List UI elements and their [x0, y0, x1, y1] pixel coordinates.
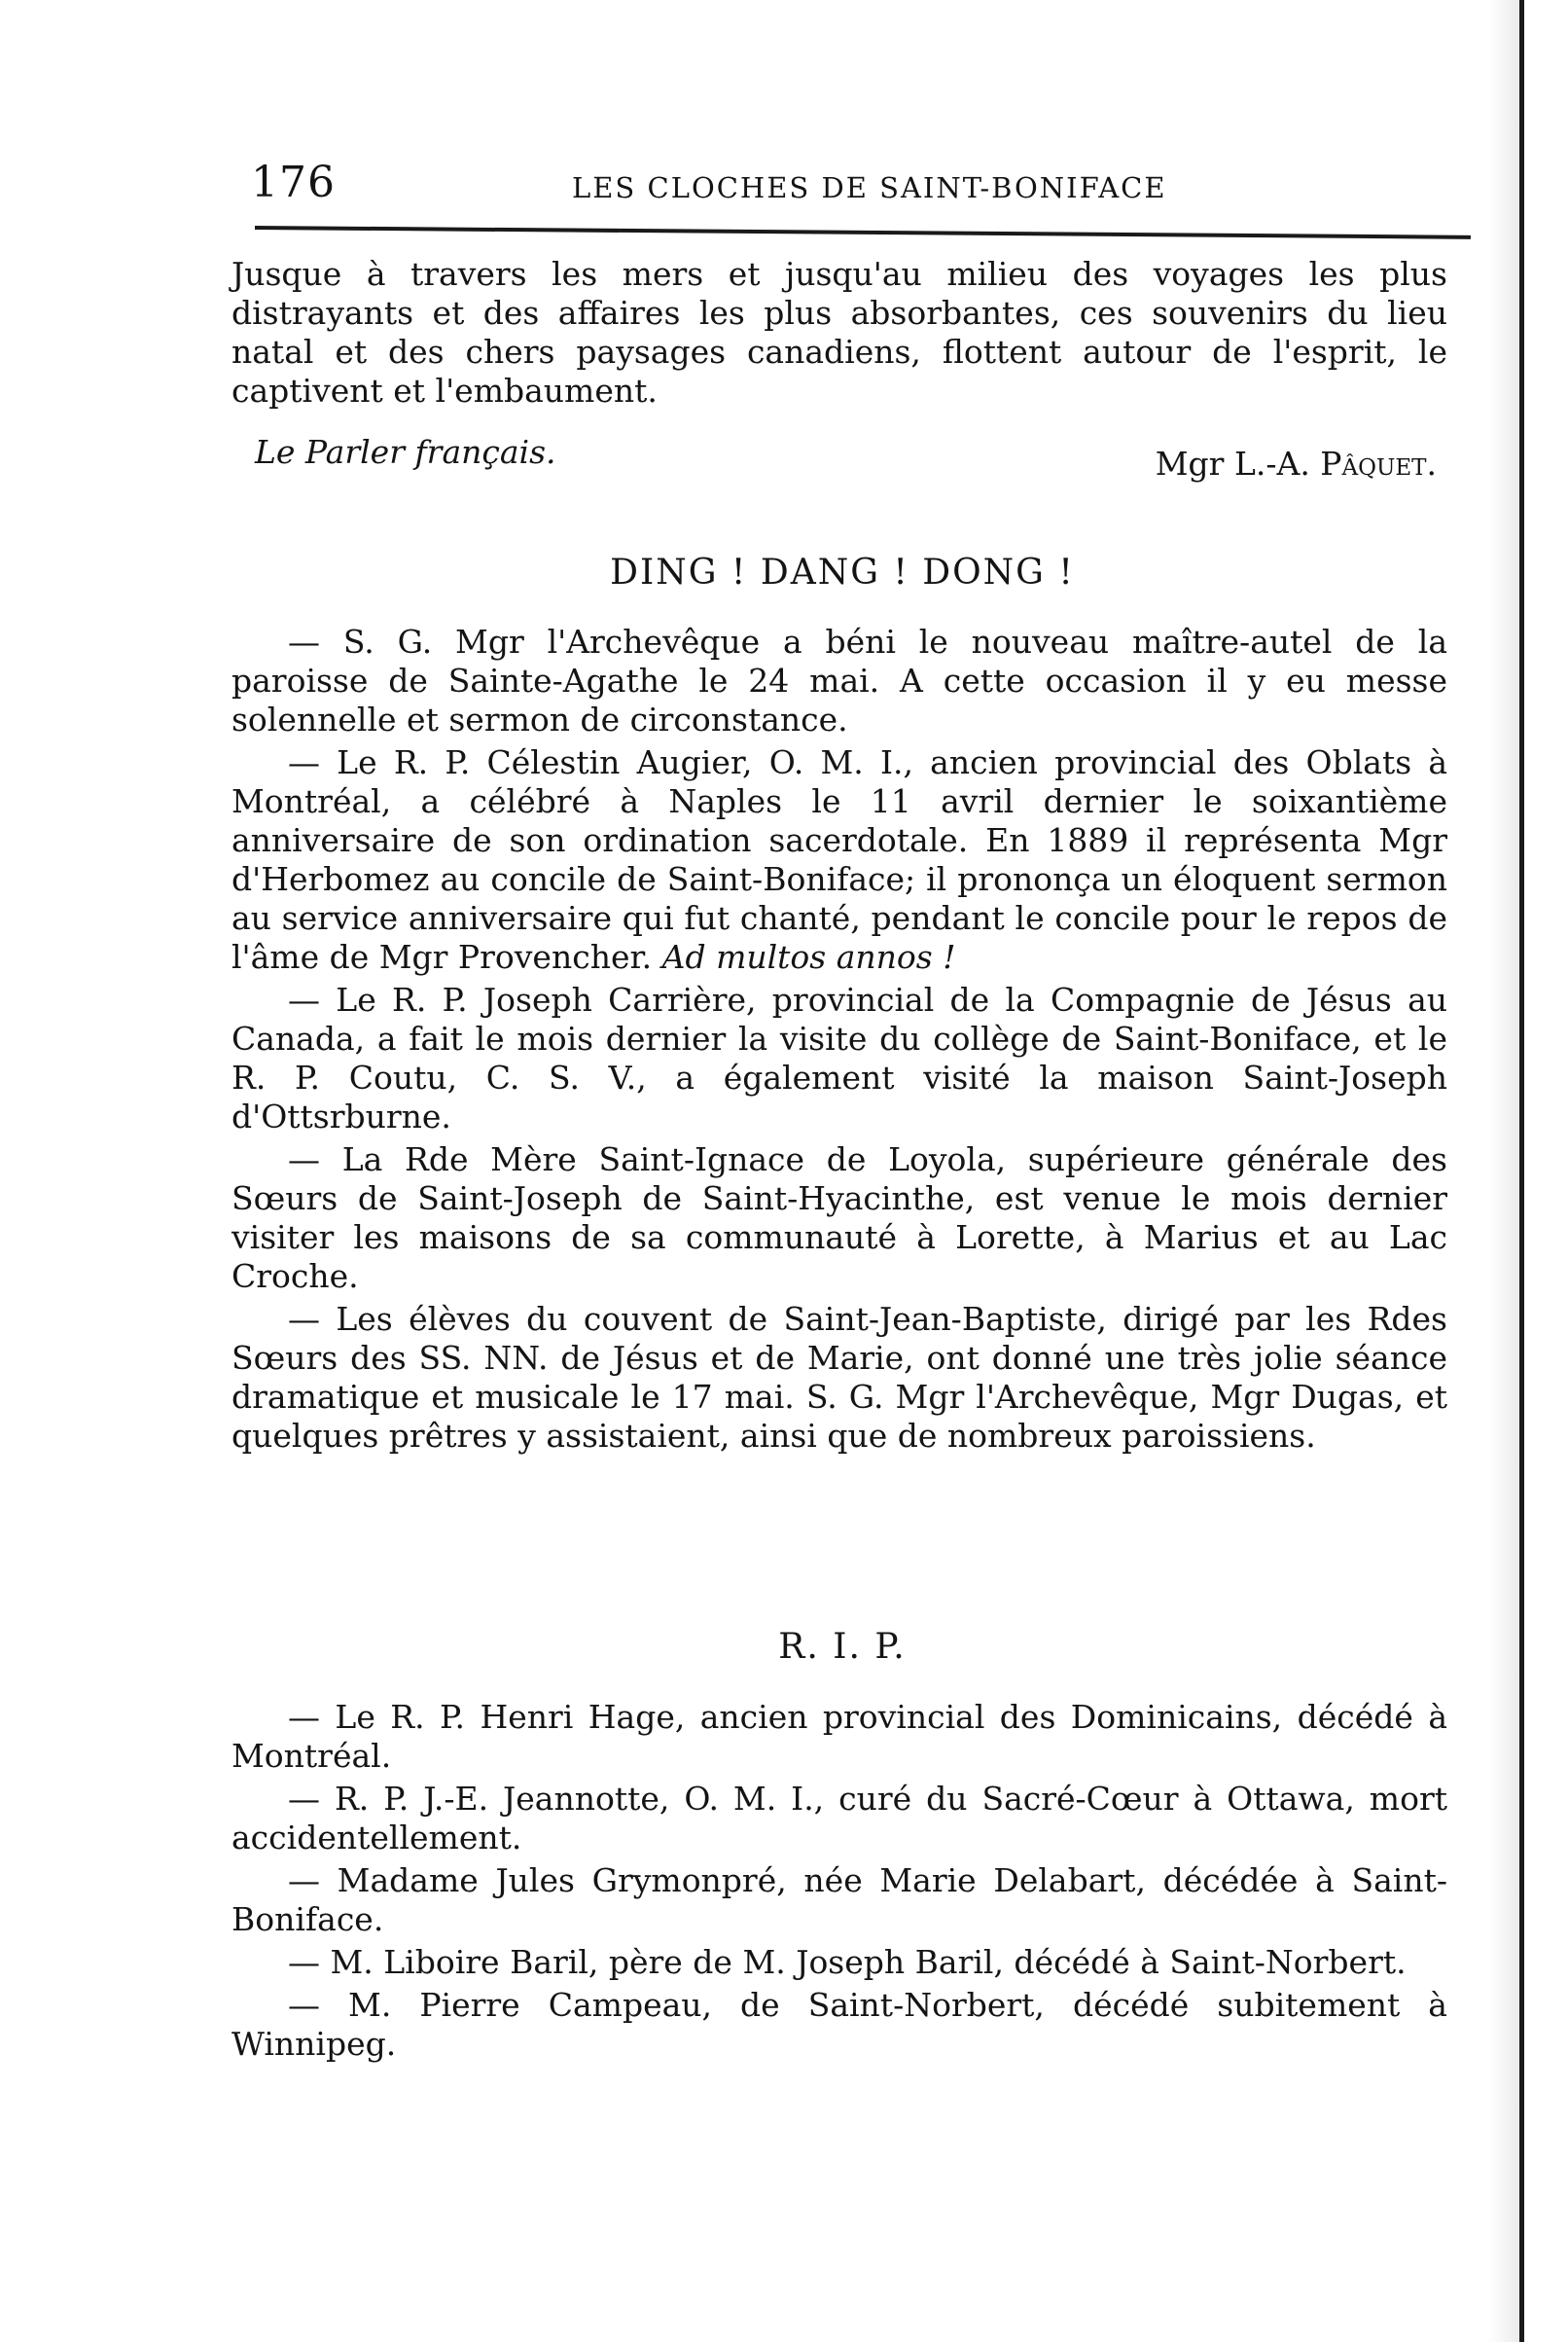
rip-item: — Le R. P. Henri Hage, ancien provincial des Dominicains, décédé à Montréal.	[232, 1698, 1447, 1775]
rip-item: — M. Pierre Campeau, de Saint-Norbert, décédé subitement à Winnipeg.	[232, 1986, 1447, 2063]
author-name: Mgr L.-A. P	[1155, 445, 1342, 483]
rip-list	[232, 1698, 1447, 2068]
news-item-italic: Ad multos annos !	[661, 938, 956, 976]
intro-paragraph	[232, 255, 1447, 414]
rip-item: — Madame Jules Grymonpré, née Marie Delabart, décédée à Saint-Boniface.	[232, 1861, 1447, 1938]
header-rule	[255, 226, 1471, 239]
binding-shadow	[1488, 0, 1519, 2342]
news-section-title: DING ! DANG ! DONG !	[610, 553, 1075, 593]
page-header	[251, 146, 1472, 224]
news-list	[232, 623, 1447, 1459]
intro-text: Jusque à travers les mers et jusqu'au milieu des voyages les plus distrayants et des affaires les plus absorbantes, ces souvenirs du lieu natal et des chers paysages canadiens, flottent autour de l'esprit, le captivent et l'embaument.	[232, 255, 1447, 410]
binding-edge	[1519, 0, 1524, 2342]
quote-attribution	[255, 433, 1437, 483]
rip-item: — M. Liboire Baril, père de M. Joseph Baril, décédé à Saint-Norbert.	[288, 1943, 1407, 1981]
news-item-text: — Le R. P. Célestin Augier, O. M. I., ancien provincial des Oblats à Montréal, a célébré à Naples le 11 avril dernier le soixantième anniversaire de son ordination sacerdotale. En 1889 il représenta Mgr d'Herbomez au concile de Saint-Boniface; il prononça un éloquent sermon au service anniversaire qui fut chanté, pendant le concile pour le repos de l'âme de Mgr Provencher.	[232, 743, 1447, 976]
running-title: LES CLOCHES DE SAINT-BONIFACE	[572, 171, 1167, 204]
quote-source: Le Parler français.	[255, 433, 556, 471]
news-item: — Les élèves du couvent de Saint-Jean-Baptiste, dirigé par les Rdes Sœurs des SS. NN. de Jésus et de Marie, ont donné une très jolie séance dramatique et musicale le 17 mai. S. G. Mgr l'Archevêque, Mgr Dugas, et quelques prêtres y assistaient, ainsi que de nombreux paroissiens.	[232, 1300, 1447, 1455]
news-item: — Le R. P. Joseph Carrière, provincial de la Compagnie de Jésus au Canada, a fait le mois dernier la visite du collège de Saint-Boniface, et le R. P. Coutu, C. S. V., a également visité la maison Saint-Joseph d'Ottsrburne.	[232, 981, 1447, 1135]
quote-author	[1156, 445, 1437, 483]
page-number: 176	[251, 158, 336, 207]
rip-section-title: R. I. P.	[778, 1627, 907, 1667]
news-item: — S. G. Mgr l'Archevêque a béni le nouveau maître-autel de la paroisse de Sainte-Agathe le 24 mai. A cette occasion il y eu messe solennelle et sermon de circonstance.	[232, 623, 1447, 739]
rip-item: — R. P. J.-E. Jeannotte, O. M. I., curé du Sacré-Cœur à Ottawa, mort accidentellement.	[232, 1780, 1447, 1856]
author-surname-smallcaps: âquet.	[1341, 445, 1437, 483]
news-item	[232, 743, 1447, 977]
news-item: — La Rde Mère Saint-Ignace de Loyola, supérieure générale des Sœurs de Saint-Joseph de Saint-Hyacinthe, est venue le mois dernier visiter les maisons de sa communauté à Lorette, à Marius et au Lac Croche.	[232, 1140, 1447, 1295]
